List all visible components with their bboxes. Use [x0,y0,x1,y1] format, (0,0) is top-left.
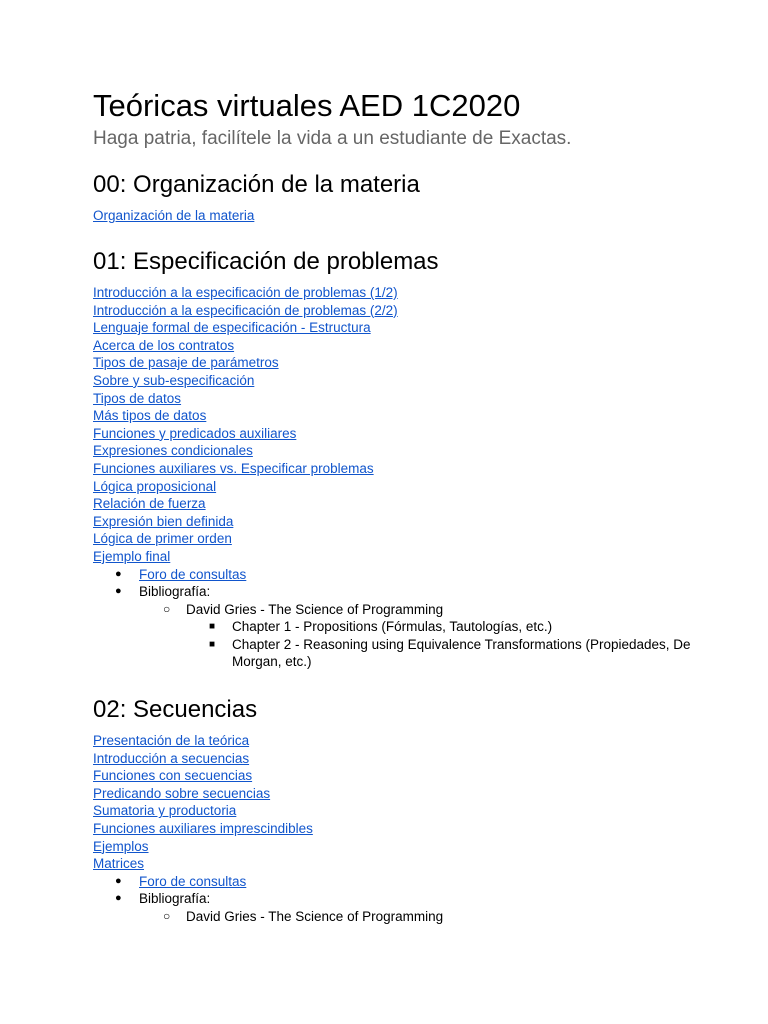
link-list [93,284,733,566]
resources-list [93,566,733,601]
list-item [93,530,733,548]
list-item [93,284,733,302]
list-item [93,478,733,496]
list-item [93,495,733,513]
bibliography-list [93,601,733,619]
list-item [93,372,733,390]
list-item [93,890,733,908]
lecture-link[interactable]: Matrices [93,856,145,872]
list-item [93,548,733,566]
bibliography-label: Bibliografía: [139,584,211,600]
list-item [93,873,733,891]
lecture-link[interactable]: Presentación de la teórica [93,733,250,748]
hollow-bullet-icon: ○ [163,601,171,616]
list-item [93,407,733,425]
lecture-link[interactable]: Ejemplos [93,838,149,854]
link-list [93,207,733,225]
lecture-link[interactable]: Ejemplo final [93,548,171,564]
lecture-link[interactable]: Funciones y predicados auxiliares [93,425,297,441]
lecture-link[interactable]: Tipos de datos [93,390,182,406]
list-item [93,583,733,601]
lecture-link[interactable]: Expresiones condicionales [93,443,253,459]
lecture-link[interactable]: Organización de la materia [93,208,255,223]
list-item [93,442,733,460]
bullet-icon: ● [115,892,122,905]
bullet-icon: ● [115,585,122,598]
list-item [93,460,733,478]
bullet-icon: ● [115,567,122,580]
list-item [93,855,733,873]
section-01 [93,245,733,671]
section-heading: 02: Secuencias [93,696,258,723]
section-heading: 00: Organización de la materia [93,171,420,198]
book-title: David Gries - The Science of Programming [186,601,444,617]
list-item [93,319,733,337]
list-item [93,601,733,619]
lecture-link[interactable]: Tipos de pasaje de parámetros [93,355,279,371]
list-item [93,354,733,372]
lecture-link[interactable]: Introducción a la especificación de problemas (2/2) [93,302,398,318]
list-item [93,838,733,856]
lecture-link[interactable]: Funciones auxiliares vs. Especificar problemas [93,460,374,476]
list-item [93,207,733,225]
lecture-link[interactable]: Funciones auxiliares imprescindibles [93,820,313,836]
lecture-link[interactable]: Introducción a secuencias [93,750,250,766]
link-list [93,732,733,873]
bibliography-list [93,908,733,926]
resources-list [93,873,733,908]
square-bullet-icon: ■ [209,638,216,650]
list-item [93,908,733,926]
lecture-link[interactable]: Lógica proposicional [93,478,217,494]
section-heading: 01: Especificación de problemas [93,248,439,275]
lecture-link[interactable]: Introducción a la especificación de problemas (1/2) [93,285,398,300]
lecture-link[interactable]: Relación de fuerza [93,496,206,512]
list-item [93,820,733,838]
lecture-link[interactable]: Sobre y sub-especificación [93,372,255,388]
list-item [93,732,733,750]
lecture-link[interactable]: Acerca de los contratos [93,337,235,353]
book-title: David Gries - The Science of Programming [186,908,444,924]
forum-link[interactable]: Foro de consultas [139,566,247,582]
lecture-link[interactable]: Sumatoria y productoria [93,803,237,819]
bibliography-label: Bibliografía: [139,891,211,907]
chapter-text: Chapter 2 - Reasoning using Equivalence Transformations (Propiedades, De Morgan, etc.) [232,636,691,670]
list-item [93,513,733,531]
section-02 [93,693,733,926]
list-item [93,566,733,584]
lecture-link[interactable]: Lenguaje formal de especificación - Estructura [93,320,371,336]
list-item [93,767,733,785]
lecture-link[interactable]: Más tipos de datos [93,408,207,424]
list-item [93,636,733,671]
forum-link[interactable]: Foro de consultas [139,873,247,889]
list-item [93,618,733,636]
lecture-link[interactable]: Predicando sobre secuencias [93,785,271,801]
list-item [93,425,733,443]
lecture-link[interactable]: Funciones con secuencias [93,768,253,784]
lecture-link[interactable]: Expresión bien definida [93,513,234,529]
list-item [93,337,733,355]
list-item [93,750,733,768]
lecture-link[interactable]: Lógica de primer orden [93,531,232,547]
square-bullet-icon: ■ [209,621,216,633]
list-item [93,802,733,820]
list-item [93,302,733,320]
document-subtitle: Haga patria, facilítele la vida a un estudiante de Exactas. [93,128,572,149]
section-00 [93,168,733,225]
document-title: Teóricas virtuales AED 1C2020 [93,88,521,123]
hollow-bullet-icon: ○ [163,908,171,923]
chapter-list [93,618,733,671]
list-item [93,785,733,803]
chapter-text: Chapter 1 - Propositions (Fórmulas, Tautologías, etc.) [232,619,553,635]
bullet-icon: ● [115,874,122,887]
list-item [93,390,733,408]
